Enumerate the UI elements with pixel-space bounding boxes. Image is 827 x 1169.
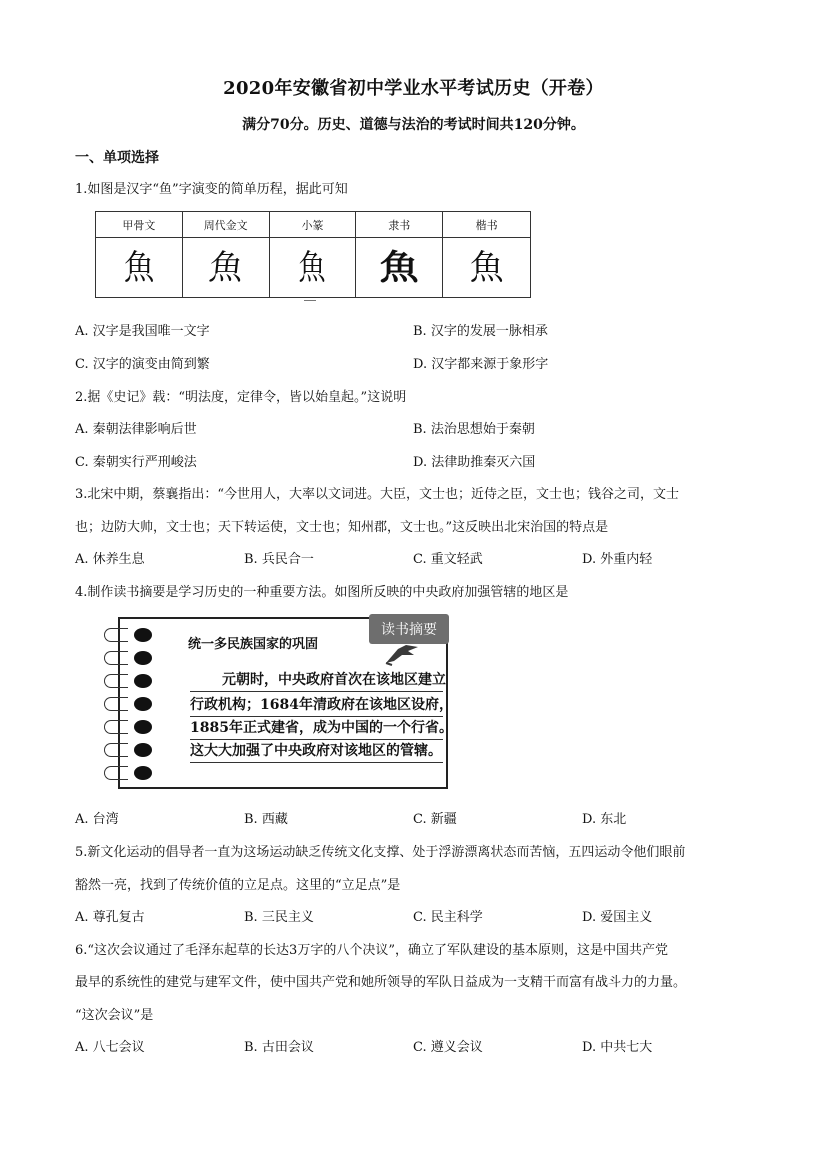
q5-stem-line-2: 豁然一亮，找到了传统价值的立足点。这里的“立足点”是 [75,878,401,893]
q4-option-a[interactable]: A. 台湾 [75,812,119,827]
q2-option-d[interactable]: D. 法律助推秦灭六国 [413,455,536,470]
q4-option-b[interactable]: B. 西藏 [244,812,288,827]
q6-option-a[interactable]: A. 八七会议 [75,1040,145,1055]
glyph-cell-kaishu [443,238,530,297]
q3-option-b[interactable]: B. 兵民合一 [244,552,314,567]
table-header-xiaozhuan: 小篆 [270,212,357,238]
q1-stem: 1.如图是汉字“鱼”字演变的简单历程，据此可知 [75,182,348,197]
q2-option-c[interactable]: C. 秦朝实行严刑峻法 [75,455,197,470]
q3-option-a[interactable]: A. 休养生息 [75,552,145,567]
q5-stem-line-1: 5.新文化运动的倡导者一直为这场运动缺乏传统文化支撑、处于浮游漂离状态而苦恼，五四运动令他们眼前 [75,845,686,860]
spiral-ring [134,720,152,734]
q4-option-c[interactable]: C. 新疆 [413,812,457,827]
quill-pen-icon [384,641,420,667]
spiral-wire [104,743,128,757]
q6-stem-line-3: “这次会议”是 [75,1008,154,1023]
q6-option-b[interactable]: B. 古田会议 [244,1040,314,1055]
q2-option-a[interactable]: A. 秦朝法律影响后世 [75,422,197,437]
fish-glyph-lishu: 魚 [379,247,419,288]
fish-glyph-xiaozhuan: 魚 [298,247,327,288]
q5-option-c[interactable]: C. 民主科学 [413,910,483,925]
q1-option-d[interactable]: D. 汉字都来源于象形字 [413,357,549,372]
q2-stem: 2.据《史记》载：“明法度，定律令，皆以始皇起。”这说明 [75,390,407,405]
table-tick-mark [304,300,316,301]
table-header-jinwen: 周代金文 [183,212,270,238]
table-header-jiaguwen: 甲骨文 [96,212,183,238]
character-evolution-table [95,211,531,298]
reading-notes-badge: 读书摘要 [369,614,449,644]
q6-option-d[interactable]: D. 中共七大 [582,1040,653,1055]
q4-option-d[interactable]: D. 东北 [582,812,627,827]
q3-stem-line-1: 3.北宋中期，蔡襄指出：“今世用人，大率以文词进。大臣，文士也；近侍之臣，文士也；钱谷之司，文士 [75,487,680,502]
q1-option-b[interactable]: B. 汉字的发展一脉相承 [413,324,548,339]
exam-title: 2020年安徽省初中学业水平考试历史（开卷） [223,78,604,99]
spiral-ring [134,697,152,711]
fish-glyph-jiaguwen: 魚 [123,247,155,288]
spiral-ring [134,743,152,757]
q6-option-c[interactable]: C. 遵义会议 [413,1040,483,1055]
glyph-cell-jiaguwen [96,238,183,297]
table-header-lishu: 隶书 [356,212,443,238]
spiral-ring [134,628,152,642]
glyph-cell-jinwen [183,238,270,297]
q6-stem-line-1: 6.“这次会议通过了毛泽东起草的长达3万字的八个决议”，确立了军队建设的基本原则，这是中国共产党 [75,943,668,958]
q1-option-c[interactable]: C. 汉字的演变由简到繁 [75,357,210,372]
spiral-wire [104,628,128,642]
glyph-cell-lishu [356,238,443,297]
fish-glyph-jinwen: 魚 [206,247,245,288]
reading-notes-heading: 统一多民族国家的巩固 [188,637,319,652]
reading-notes-line-2: 行政机构；1684年清政府在该地区设府， [190,694,443,717]
spiral-ring [134,674,152,688]
q5-option-b[interactable]: B. 三民主义 [244,910,314,925]
table-header-kaishu: 楷书 [443,212,530,238]
spiral-wire [104,674,128,688]
glyph-cell-xiaozhuan [270,238,357,297]
q3-stem-line-2: 也；边防大帅，文士也；天下转运使，文士也；知州郡，文士也。”这反映出北宋治国的特点是 [75,520,609,535]
spiral-wire [104,720,128,734]
spiral-wire [104,651,128,665]
q5-option-a[interactable]: A. 尊孔复古 [75,910,145,925]
exam-subtitle: 满分70分。历史、道德与法治的考试时间共120分钟。 [242,117,585,133]
spiral-wire [104,766,128,780]
q6-stem-line-2: 最早的系统性的建党与建军文件，使中国共产党和她所领导的军队日益成为一支精干而富有战斗力的力量。 [75,975,687,990]
spiral-ring [134,651,152,665]
reading-notes-line-3: 1885年正式建省，成为中国的一个行省。 [190,717,443,740]
q2-option-b[interactable]: B. 法治思想始于秦朝 [413,422,535,437]
q4-stem: 4.制作读书摘要是学习历史的一种重要方法。如图所反映的中央政府加强管辖的地区是 [75,585,569,600]
q3-option-c[interactable]: C. 重文轻武 [413,552,483,567]
q3-option-d[interactable]: D. 外重内轻 [582,552,653,567]
reading-notes-line-4: 这大大加强了中央政府对该地区的管辖。 [190,740,443,763]
fish-glyph-kaishu: 魚 [469,247,504,288]
reading-notes-line-1: 元朝时，中央政府首次在该地区建立 [190,669,443,692]
spiral-wire [104,697,128,711]
q1-option-a[interactable]: A. 汉字是我国唯一文字 [75,324,210,339]
spiral-ring [134,766,152,780]
q5-option-d[interactable]: D. 爱国主义 [582,910,653,925]
section-heading: 一、单项选择 [75,150,159,166]
